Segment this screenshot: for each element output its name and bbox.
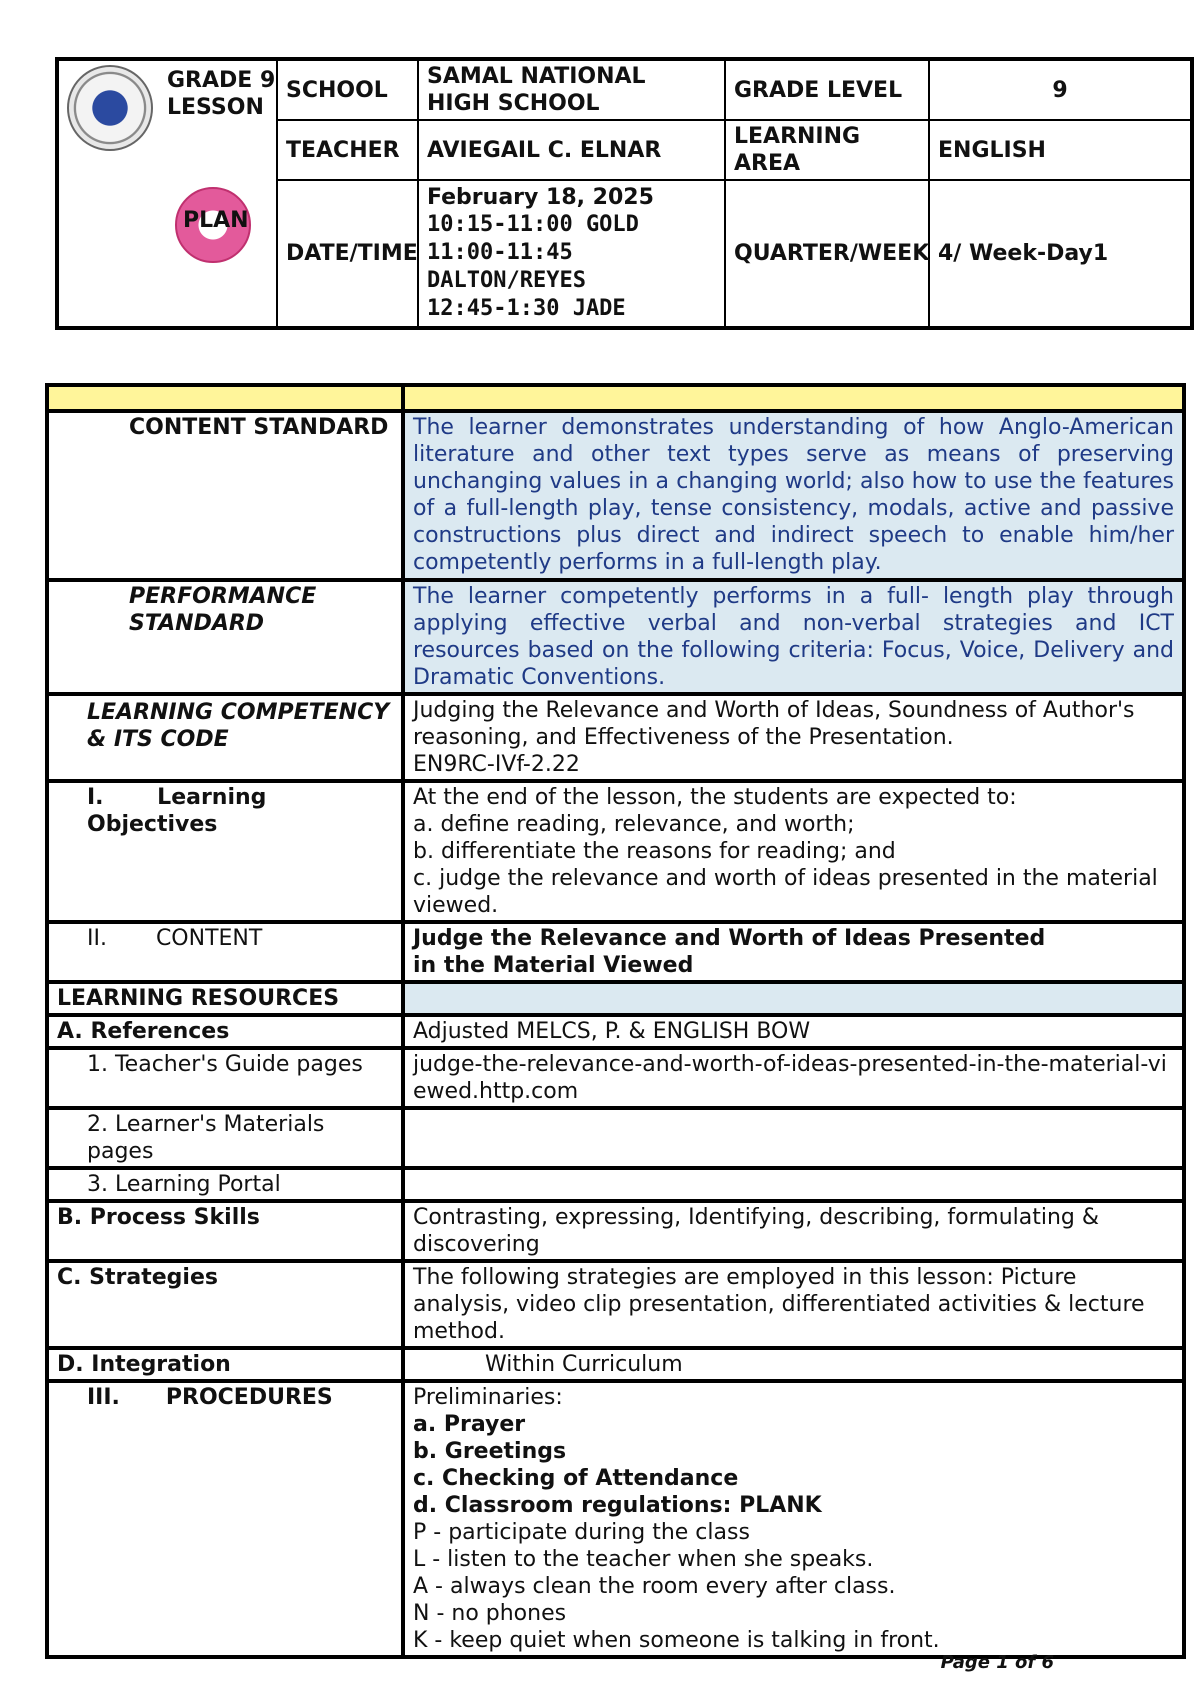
learners-materials-row bbox=[47, 1108, 1184, 1168]
learning-resources-label: LEARNING RESOURCES bbox=[47, 982, 403, 1015]
procedures-cell bbox=[403, 1381, 1184, 1657]
grade-lesson-title: GRADE 9 LESSON bbox=[167, 68, 276, 120]
teachers-guide-row bbox=[47, 1048, 1184, 1108]
process-skills-label: B. Process Skills bbox=[47, 1201, 403, 1261]
objectives-row bbox=[47, 781, 1184, 922]
process-skills-row bbox=[47, 1201, 1184, 1261]
objective-b: b. differentiate the reasons for reading; and bbox=[413, 839, 896, 864]
objective-c: c. judge the relevance and worth of ideas presented in the material viewed. bbox=[413, 866, 1158, 918]
plan-title: PLAN bbox=[183, 208, 249, 233]
content-label: II. CONTENT bbox=[47, 922, 403, 982]
school-label: SCHOOL bbox=[277, 59, 418, 120]
strategies-label: C. Strategies bbox=[47, 1261, 403, 1348]
prayer: a. Prayer bbox=[413, 1412, 526, 1437]
page-number: Page 1 of 6 bbox=[940, 1652, 1054, 1673]
datetime-value bbox=[418, 180, 725, 328]
content-text: Judge the Relevance and Worth of Ideas Presented in the Material Viewed bbox=[403, 922, 1184, 982]
performance-standard-label: PERFORMANCE STANDARD bbox=[47, 580, 403, 694]
grade-level-label: GRADE LEVEL bbox=[725, 59, 929, 120]
competency-cell bbox=[403, 694, 1184, 781]
procedures-row bbox=[47, 1381, 1184, 1657]
competency-row bbox=[47, 694, 1184, 781]
process-skills-text: Contrasting, expressing, Identifying, describing, formulating & discovering bbox=[403, 1201, 1184, 1261]
teacher-value: AVIEGAIL C. ELNAR bbox=[418, 120, 725, 180]
plank-k: K - keep quiet when someone is talking in front. bbox=[413, 1628, 940, 1653]
integration-label: D. Integration bbox=[47, 1348, 403, 1381]
learners-materials-label: 2. Learner's Materials pages bbox=[47, 1108, 403, 1168]
performance-standard-text: The learner competently performs in a full- length play through applying effective verbal and non-verbal strategies and ICT resources based on the following criteria: Focus, Voice, Delivery and Dramatic Conventions. bbox=[403, 580, 1184, 694]
teachers-guide-text: judge-the-relevance-and-worth-of-ideas-presented-in-the-material-viewed.http.com bbox=[403, 1048, 1184, 1108]
plank-p: P - participate during the class bbox=[413, 1520, 750, 1545]
greetings: b. Greetings bbox=[413, 1439, 567, 1464]
teacher-label: TEACHER bbox=[277, 120, 418, 180]
yellow-header-row bbox=[47, 385, 1184, 411]
integration-text: Within Curriculum bbox=[403, 1348, 1184, 1381]
time-slot-3: 12:45-1:30 JADE bbox=[427, 296, 626, 321]
objectives-label: I. Learning Objectives bbox=[47, 781, 403, 922]
teachers-guide-label: 1. Teacher's Guide pages bbox=[47, 1048, 403, 1108]
objectives-cell bbox=[403, 781, 1184, 922]
content-standard-label: CONTENT STANDARD bbox=[47, 411, 403, 580]
attendance: c. Checking of Attendance bbox=[413, 1466, 739, 1491]
competency-code: EN9RC-IVf-2.22 bbox=[413, 752, 580, 777]
school-value: SAMAL NATIONAL HIGH SCHOOL bbox=[418, 59, 725, 120]
integration-row bbox=[47, 1348, 1184, 1381]
learning-area-value: ENGLISH bbox=[929, 120, 1192, 180]
learning-portal-value bbox=[403, 1168, 1184, 1201]
content-standard-text: The learner demonstrates understanding of how Anglo-American literature and other text types serve as means of preserving unchanging values in a changing world; also how to use the features of a full-length play, tense consistency, modals, active and passive constructions plus direct and indirect speech to enable him/her competently performs in a full-length play. bbox=[403, 411, 1184, 580]
content-row bbox=[47, 922, 1184, 982]
date-value: February 18, 2025 bbox=[427, 185, 654, 210]
logo-cell bbox=[57, 59, 277, 328]
time-slot-1: 10:15-11:00 GOLD bbox=[427, 212, 639, 237]
deped-seal-icon bbox=[67, 65, 153, 151]
learning-resources-row bbox=[47, 982, 1184, 1015]
content-standard-row bbox=[47, 411, 1184, 580]
time-slot-2: 11:00-11:45 DALTON/REYES bbox=[427, 240, 586, 293]
objectives-intro: At the end of the lesson, the students are expected to: bbox=[413, 785, 1017, 810]
preliminaries: Preliminaries: bbox=[413, 1385, 563, 1410]
lesson-plan-table bbox=[45, 383, 1186, 1659]
performance-standard-row bbox=[47, 580, 1184, 694]
grade-level-value: 9 bbox=[929, 59, 1192, 120]
datetime-label: DATE/TIME bbox=[277, 180, 418, 328]
learning-portal-row bbox=[47, 1168, 1184, 1201]
objective-a: a. define reading, relevance, and worth; bbox=[413, 812, 855, 837]
learners-materials-value bbox=[403, 1108, 1184, 1168]
competency-text: Judging the Relevance and Worth of Ideas, Soundness of Author's reasoning, and Effectiveness of the Presentation. bbox=[413, 698, 1135, 750]
competency-label: LEARNING COMPETENCY & ITS CODE bbox=[47, 694, 403, 781]
plank-n: N - no phones bbox=[413, 1601, 567, 1626]
references-text: Adjusted MELCS, P. & ENGLISH BOW bbox=[403, 1015, 1184, 1048]
learning-portal-label: 3. Learning Portal bbox=[47, 1168, 403, 1201]
references-label: A. References bbox=[47, 1015, 403, 1048]
references-row bbox=[47, 1015, 1184, 1048]
plank-l: L - listen to the teacher when she speaks. bbox=[413, 1547, 874, 1572]
classroom-regulations: d. Classroom regulations: PLANK bbox=[413, 1493, 822, 1518]
quarter-week-label: QUARTER/WEEK bbox=[725, 180, 929, 328]
learning-area-label: LEARNING AREA bbox=[725, 120, 929, 180]
plank-a: A - always clean the room every after class. bbox=[413, 1574, 896, 1599]
strategies-text: The following strategies are employed in this lesson: Picture analysis, video clip presentation, differentiated activities & lecture method. bbox=[403, 1261, 1184, 1348]
header-table bbox=[55, 57, 1194, 330]
procedures-label: III. PROCEDURES bbox=[47, 1381, 403, 1657]
strategies-row bbox=[47, 1261, 1184, 1348]
quarter-week-value: 4/ Week-Day1 bbox=[929, 180, 1192, 328]
learning-resources-value bbox=[403, 982, 1184, 1015]
